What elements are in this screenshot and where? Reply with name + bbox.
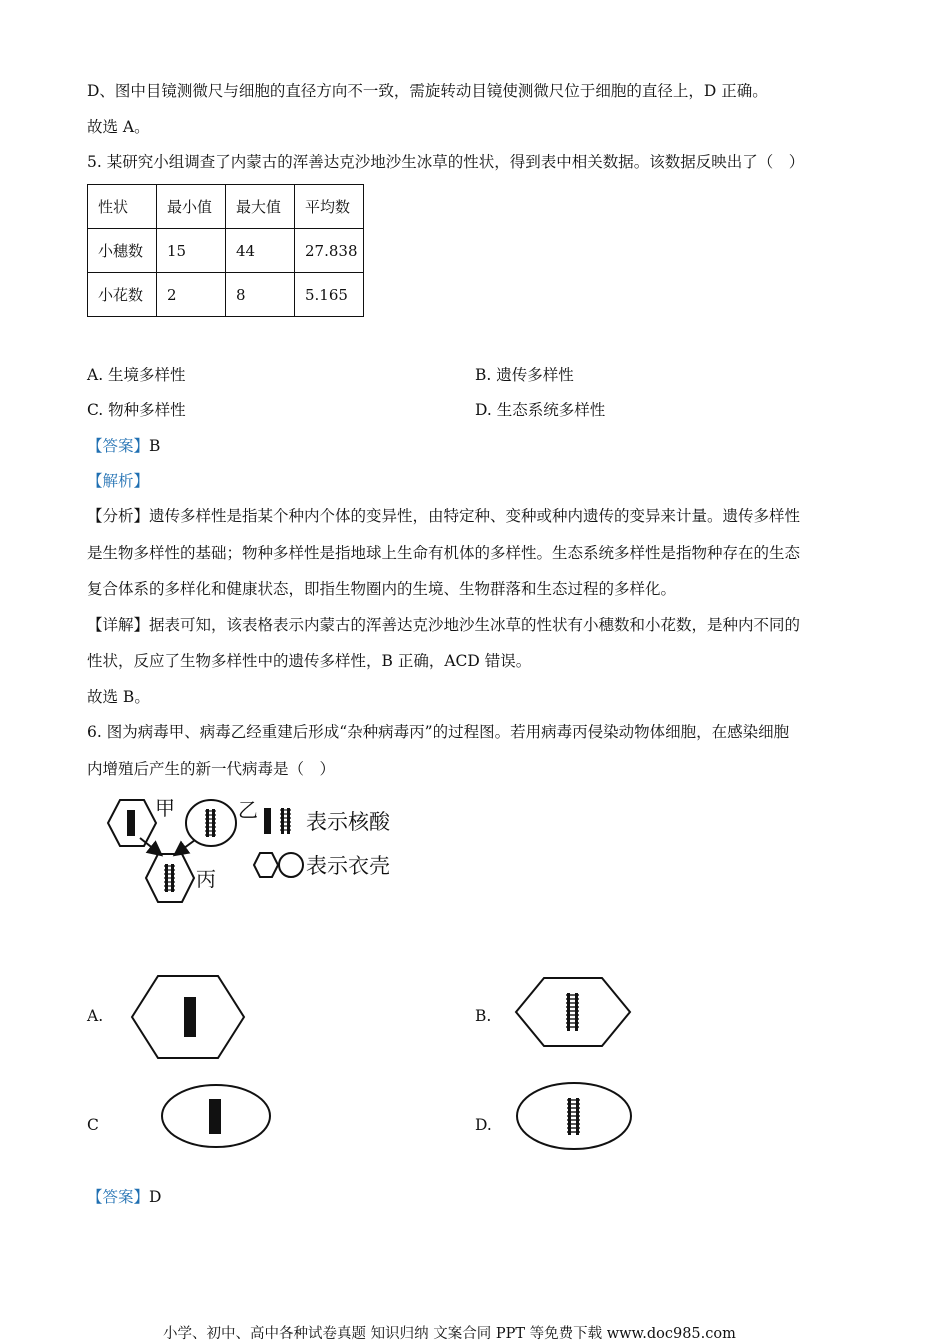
answer-value: D [149,1188,162,1206]
q6-answer [87,1186,161,1208]
q5-xiangjie-line-1 [87,614,800,636]
q5-xiangjie-line-2: 性状，反应了生物多样性中的遗传多样性，B 正确，ACD 错误。 [87,652,532,670]
q5-conclusion: 故选 B。 [87,688,150,706]
q5-option-a[interactable]: A. 生境多样性 [87,366,186,384]
label-yi: 乙 [238,798,258,822]
xiangjie-tag: 【详解】 [87,616,150,634]
q5-data-table [87,184,364,317]
table-cell: 5.165 [295,273,364,317]
q5-fenxi-line-3: 复合体系的多样化和健康状态，即指生物圈内的生境、生物群落和生态过程的多样化。 [87,580,677,598]
q6-option-a-label[interactable]: A. [87,1007,104,1025]
q6-option-c-figure[interactable] [160,1083,272,1149]
legend-circle [279,853,303,877]
q5-option-b[interactable]: B. 遗传多样性 [475,366,574,384]
q5-fenxi-line-2: 是生物多样性的基础；物种多样性是指地球上生命有机体的多样性。生态系统多样性是指物种存在的生态 [87,544,801,562]
q6-question-line-2: 内增殖后产生的新一代病毒是（ ） [87,760,336,778]
table-header-row [88,185,364,229]
q6-option-d-label[interactable]: D. [475,1116,492,1134]
solid-nucleic-acid-icon [184,997,196,1037]
q5-option-c[interactable]: C. 物种多样性 [87,401,186,419]
solid-nucleic-acid-icon [209,1099,221,1134]
q6-option-b-figure[interactable] [514,976,632,1048]
q6-option-c-label[interactable]: C [87,1116,99,1134]
q5-analysis-tag: 【解析】 [87,472,150,490]
table-cell: 2 [157,273,226,317]
arrow-yi-to-bing [176,840,195,854]
table-header-cell: 平均数 [295,185,364,229]
page-footer: 小学、初中、高中各种试卷真题 知识归纳 文案合同 PPT 等免费下载 www.doc985.com [163,1326,736,1342]
hexagon-capsid-icon [516,978,630,1046]
q6-question-line-1: 6. 图为病毒甲、病毒乙经重建后形成“杂种病毒丙”的过程图。若用病毒丙侵染动物体细胞，在感染细胞 [87,723,790,741]
table-row [88,273,364,317]
q6-process-figure [100,790,410,910]
q5-fenxi-line-1 [87,505,800,527]
q5-question: 5. 某研究小组调查了内蒙古的浑善达克沙地沙生冰草的性状，得到表中相关数据。该数据反映出了（ ） [87,153,805,171]
virus-yi-nucleic-acid [205,809,216,837]
xiangjie-text: 据表可知，该表格表示内蒙古的浑善达克沙地沙生冰草的性状有小穗数和小花数，是种内不同的 [149,616,801,634]
prev-option-d-text: D、图中目镜测微尺与细胞的直径方向不一致，需旋转动目镜使测微尺位于细胞的直径上，D 正确。 [87,82,768,100]
legend-hexagon [254,853,278,877]
legend-nucleic-text: 表示核酸 [306,811,390,834]
table-header-cell: 最小值 [157,185,226,229]
legend-ladder-nucleic [280,808,291,834]
legend-capsid-text: 表示衣壳 [306,855,390,878]
q6-option-d-figure[interactable] [515,1081,633,1151]
legend-solid-nucleic [264,808,271,834]
q6-option-b-label[interactable]: B. [475,1007,492,1025]
table-header-cell: 最大值 [226,185,295,229]
fenxi-tag: 【分析】 [87,507,150,525]
virus-bing-nucleic-acid [164,864,175,892]
table-cell: 15 [157,229,226,273]
ladder-nucleic-acid-icon [567,1098,580,1135]
fenxi-text: 遗传多样性是指某个种内个体的变异性，由特定种、变种或种内遗传的变异来计量。遗传多样性 [149,507,801,525]
table-row [88,229,364,273]
virus-jia-nucleic-acid [127,810,135,836]
q5-answer [87,435,160,457]
q5-option-d[interactable]: D. 生态系统多样性 [475,401,606,419]
prev-conclusion: 故选 A。 [87,118,150,136]
label-jia: 甲 [155,796,175,820]
label-bing: 丙 [196,867,216,891]
answer-tag: 【答案】 [87,437,150,455]
table-cell: 44 [226,229,295,273]
table-cell: 小穗数 [88,229,157,273]
q6-option-a-figure[interactable] [130,974,246,1060]
table-cell: 8 [226,273,295,317]
table-cell: 小花数 [88,273,157,317]
answer-tag: 【答案】 [87,1188,150,1206]
ladder-nucleic-acid-icon [566,993,579,1031]
table-cell: 27.838 [295,229,364,273]
answer-value: B [149,437,161,455]
table-header-cell: 性状 [88,185,157,229]
